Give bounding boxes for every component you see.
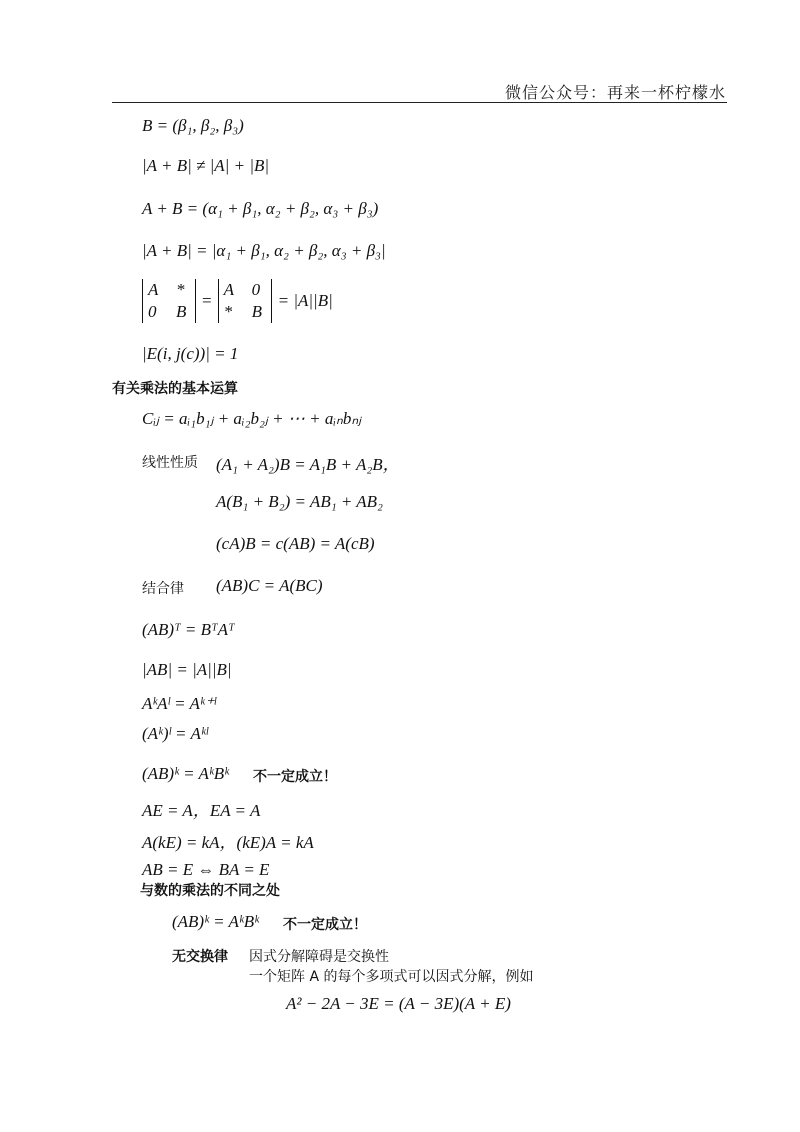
block-det-left	[142, 279, 196, 323]
formula-matrix-sum: A + B = (α₁ + β₁, α₂ + β₂, α₃ + β₃)	[142, 199, 379, 218]
formula-elementary-det: |E(i, j(c))| = 1	[142, 344, 239, 363]
formula-b-definition: B = (β₁, β₂, β₃)	[142, 116, 244, 135]
det-right-cell: A	[223, 280, 234, 299]
label-associativity: 结合律	[142, 581, 184, 597]
formula-det-sum-inequality: |A + B| ≠ |A| + |B|	[142, 156, 270, 175]
label-no-commutativity: 无交换律	[172, 949, 228, 965]
formula-identity: AE = A，EA = A	[142, 801, 261, 820]
section-title-differences: 与数的乘法的不同之处	[140, 883, 280, 899]
formula-power-of-power: (Aᵏ)ˡ = Aᵏˡ	[142, 724, 208, 743]
formula-product-entry: Cᵢⱼ = aᵢ₁b₁ⱼ + aᵢ₂b₂ⱼ + ⋯ + aᵢₙbₙⱼ	[142, 409, 362, 428]
equals-sign: =	[202, 291, 212, 310]
block-det-result: = |A||B|	[277, 291, 333, 310]
formula-linearity-3: (cA)B = c(AB) = A(cB)	[216, 534, 375, 553]
formula-transpose-product: (AB)ᵀ = BᵀAᵀ	[142, 620, 235, 639]
det-right-cell: 0	[251, 280, 261, 299]
formula-polynomial-factorization: A² − 2A − 3E = (A − 3E)(A + E)	[286, 994, 511, 1013]
formula-block-determinant	[142, 279, 333, 323]
formula-ab-power-2: (AB)ᵏ = AᵏBᵏ	[172, 912, 259, 931]
formula-linearity-1: (A₁ + A₂)B = A₁B + A₂B，	[216, 455, 400, 474]
det-left-cell: A	[148, 280, 159, 299]
det-left-cell: *	[176, 280, 185, 299]
page-header-title: 微信公众号：再来一杯柠檬水	[505, 83, 727, 102]
note-not-always-true-2: 不一定成立！	[283, 917, 367, 933]
label-linearity: 线性性质	[142, 455, 198, 471]
note-not-always-true: 不一定成立！	[253, 769, 337, 785]
formula-ab-power: (AB)ᵏ = AᵏBᵏ	[142, 764, 229, 783]
text-polynomial-factor: 一个矩阵 A 的每个多项式可以因式分解，例如	[249, 969, 534, 985]
formula-det-matrix-sum: |A + B| = |α₁ + β₁, α₂ + β₂, α₃ + β₃|	[142, 241, 386, 260]
formula-power-product: AᵏAˡ = Aᵏ⁺ˡ	[142, 694, 216, 713]
formula-associativity: (AB)C = A(BC)	[216, 576, 323, 595]
det-right-cell: B	[251, 302, 262, 321]
formula-det-product: |AB| = |A||B|	[142, 660, 232, 679]
det-left-cell: 0	[148, 302, 157, 321]
formula-scalar-identity: A(kE) = kA，(kE)A = kA	[142, 833, 314, 852]
det-right-cell: *	[223, 302, 233, 321]
section-title-multiplication: 有关乘法的基本运算	[112, 381, 238, 397]
block-det-right	[218, 279, 272, 323]
formula-inverse-equivalence: AB = E ⇔ BA = E	[142, 860, 270, 879]
formula-linearity-2: A(B₁ + B₂) = AB₁ + AB₂	[216, 492, 383, 511]
header-divider	[112, 102, 727, 103]
text-factor-obstacle: 因式分解障碍是交换性	[249, 949, 389, 965]
det-left-cell: B	[176, 302, 187, 321]
